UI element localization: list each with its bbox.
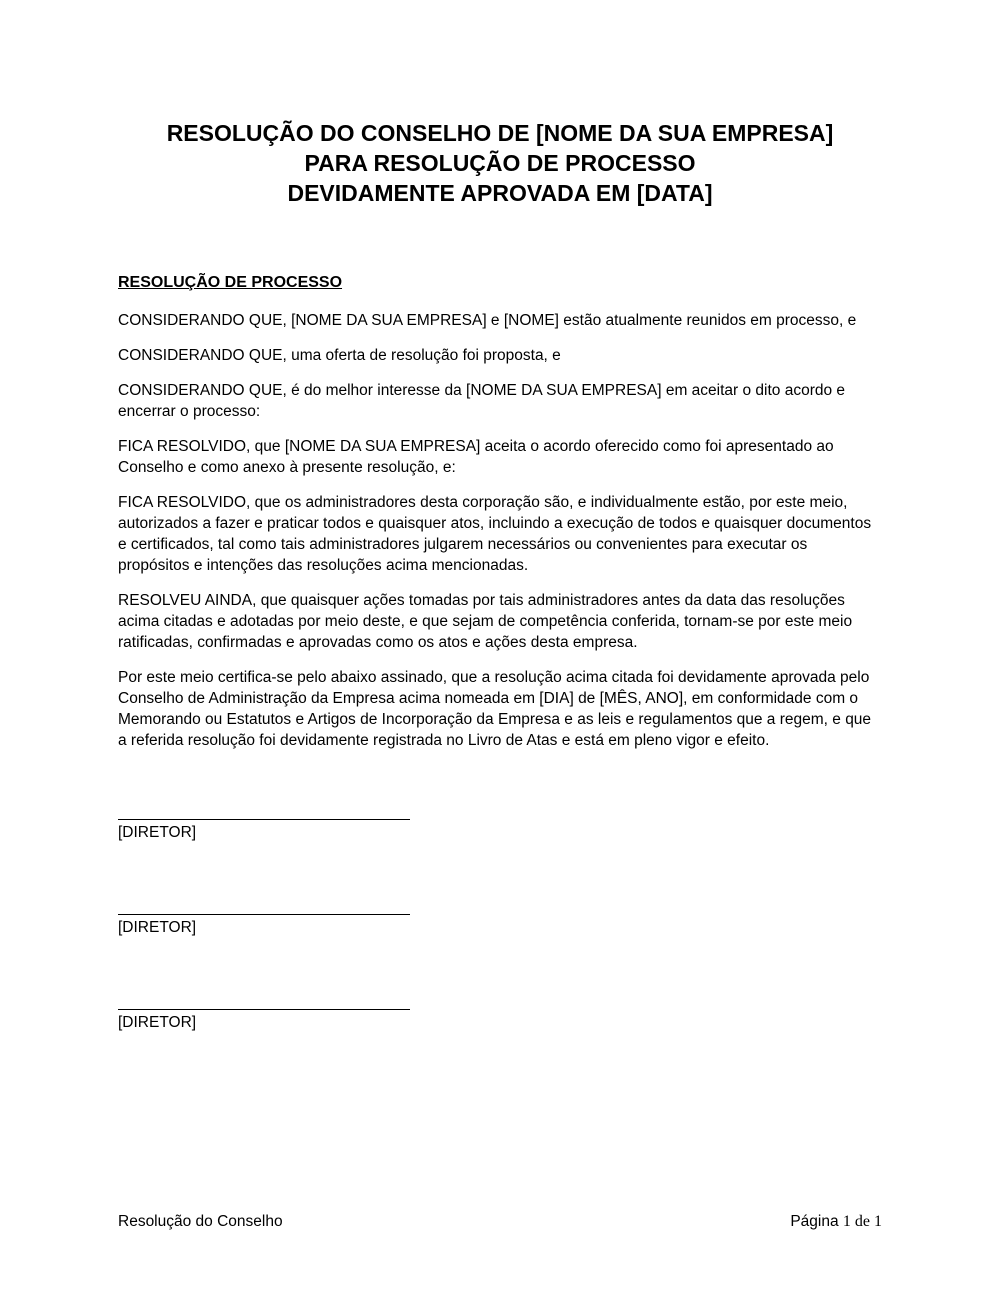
paragraph-considerando-2: CONSIDERANDO QUE, uma oferta de resolução foi proposta, e xyxy=(118,347,561,364)
signature-block-2 xyxy=(118,914,882,938)
footer-page-number xyxy=(790,1212,882,1232)
paragraph-certificacao: Por este meio certifica-se pelo abaixo assinado, que a resolução acima citada foi devidamente aprovada pelo Conselho de Administração da Empresa acima nomeada em [DIA] de [MÊS, ANO], em conformidade com o Memorando ou Estatutos e Artigos de Incorporação da Empresa e as leis e regulamentos que a regem, e que a referida resolução foi devidamente registrada no Livro de Atas e está em pleno vigor e efeito. xyxy=(118,669,872,749)
signature-label-2: [DIRETOR] xyxy=(118,919,197,936)
document-title-line-2: PARA RESOLUÇÃO DE PROCESSO xyxy=(304,150,696,176)
signature-area xyxy=(118,819,882,1033)
signature-block-3 xyxy=(118,1009,882,1033)
signature-block-1 xyxy=(118,819,882,843)
footer-document-name: Resolução do Conselho xyxy=(118,1213,283,1230)
page-footer xyxy=(118,1212,882,1232)
paragraph-considerando-3: CONSIDERANDO QUE, é do melhor interesse da [NOME DA SUA EMPRESA] em aceitar o dito acordo e encerrar o processo: xyxy=(118,382,846,420)
section-heading: RESOLUÇÃO DE PROCESSO xyxy=(118,274,343,291)
document-title-line-3: DEVIDAMENTE APROVADA EM [DATA] xyxy=(287,180,713,206)
footer-page-label: Página xyxy=(790,1213,843,1230)
footer-page-info: 1 de 1 xyxy=(842,1213,882,1230)
document-title xyxy=(118,118,882,208)
signature-line-1 xyxy=(118,819,410,820)
signature-line-3 xyxy=(118,1009,410,1010)
paragraph-considerando-1: CONSIDERANDO QUE, [NOME DA SUA EMPRESA] e [NOME] estão atualmente reunidos em processo, e xyxy=(118,312,857,329)
signature-line-2 xyxy=(118,914,410,915)
signature-label-3: [DIRETOR] xyxy=(118,1014,197,1031)
paragraph-resolveu-ainda: RESOLVEU AINDA, que quaisquer ações tomadas por tais administradores antes da data das resoluções acima citadas e adotadas por meio deste, e que sejam de competência conferida, tornam-se por este meio ratificadas, confirmadas e aprovadas como os atos e ações desta empresa. xyxy=(118,592,853,651)
document-title-line-1: RESOLUÇÃO DO CONSELHO DE [NOME DA SUA EMPRESA] xyxy=(166,120,834,146)
paragraph-fica-resolvido-2: FICA RESOLVIDO, que os administradores desta corporação são, e individualmente estão, por este meio, autorizados a fazer e praticar todos e quaisquer atos, incluindo a execução de todos e quaisquer documentos e certificados, tal como tais administradores julgarem necessários ou convenientes para executar os propósitos e intenções das resoluções acima mencionadas. xyxy=(118,494,872,574)
signature-label-1: [DIRETOR] xyxy=(118,824,197,841)
paragraph-fica-resolvido-1: FICA RESOLVIDO, que [NOME DA SUA EMPRESA] aceita o acordo oferecido como foi apresentado ao Conselho e como anexo à presente resolução, e: xyxy=(118,438,834,476)
